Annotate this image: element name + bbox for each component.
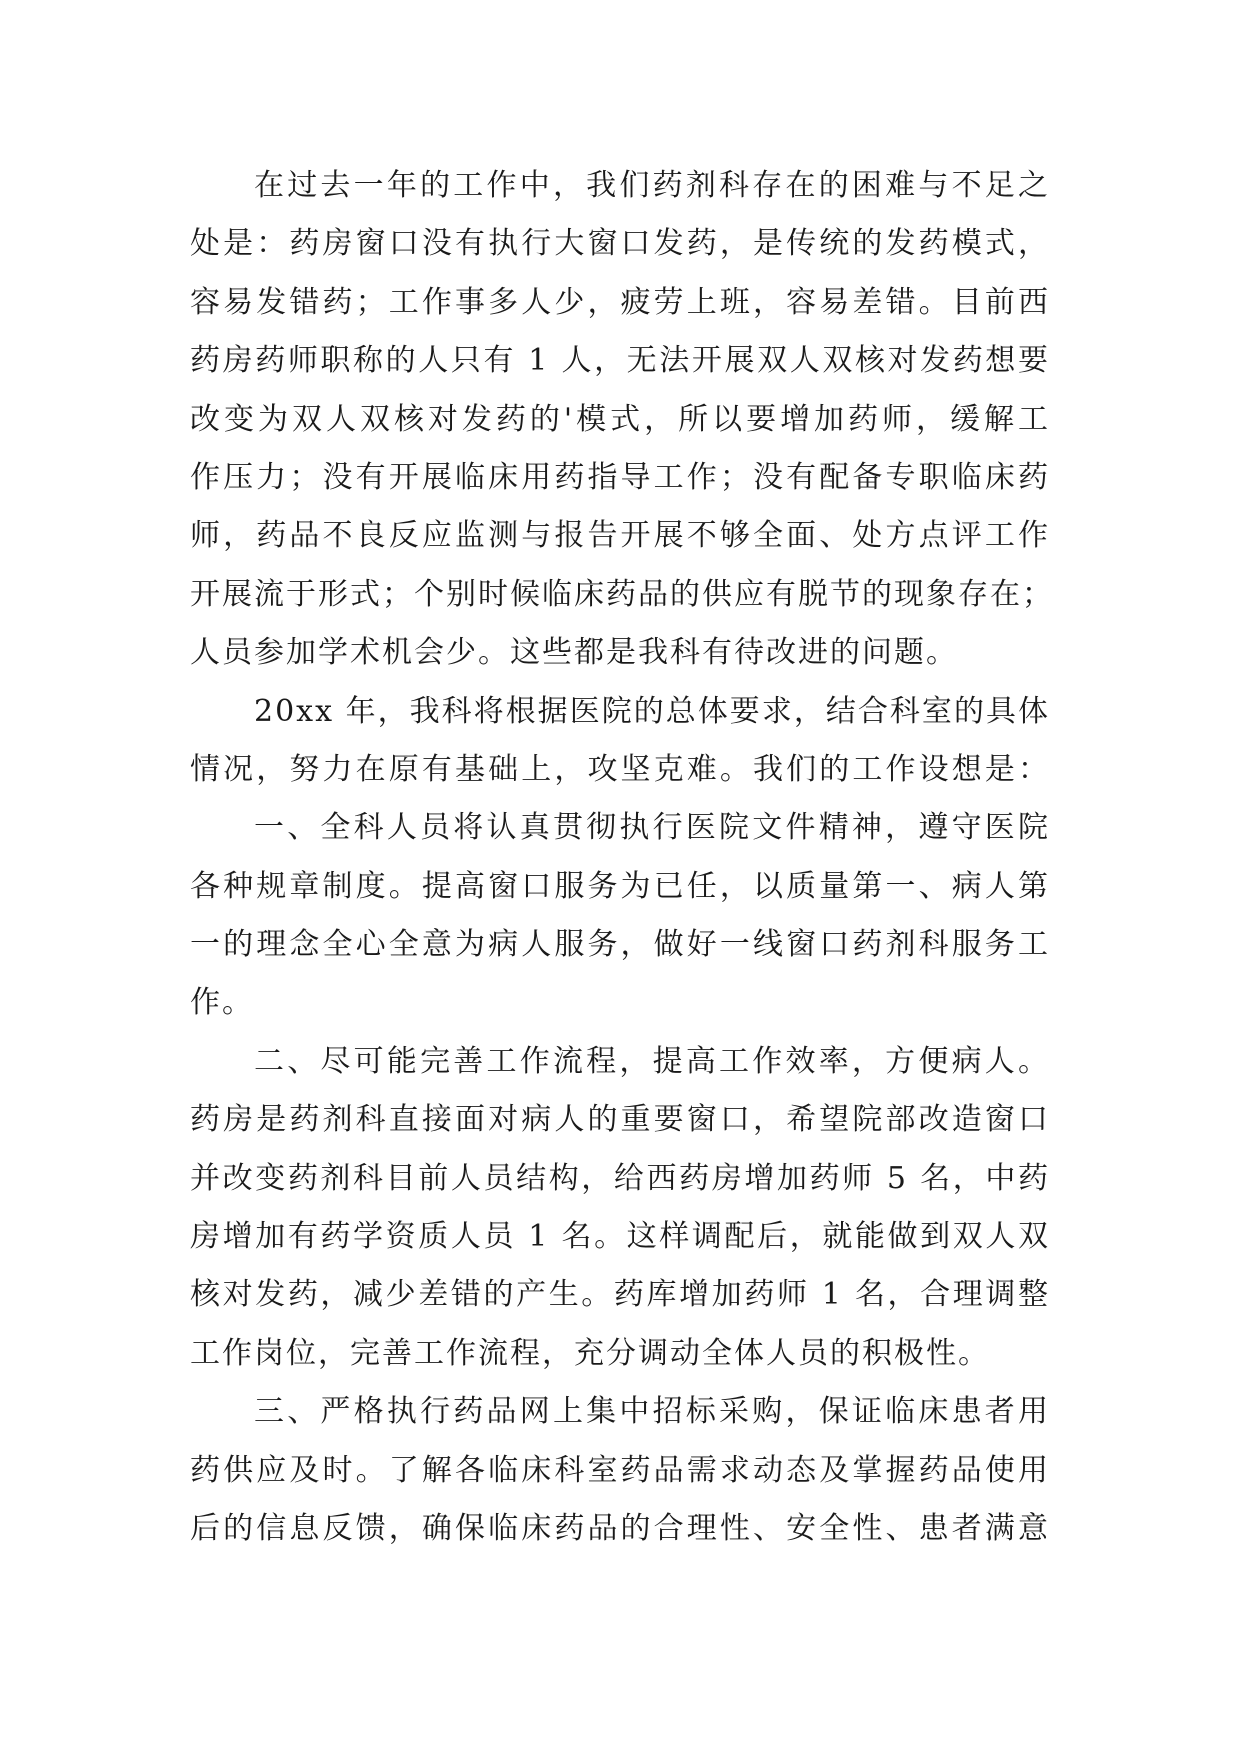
text-line: 并改变药剂科目前人员结构，给西药房增加药师 5 名，中药 [190, 1160, 1050, 1196]
paragraph-difficulties [190, 157, 1054, 683]
text-line: 药房药师职称的人只有 1 人，无法开展双人双核对发药想要 [190, 343, 1050, 379]
text-line: 处是：药房窗口没有执行大窗口发药，是传统的发药模式， [190, 226, 1050, 262]
text-line: 工作岗位，完善工作流程，充分调动全体人员的积极性。 [190, 1335, 990, 1371]
paragraph-item-three [190, 1383, 1050, 1558]
text-line: 容易发错药；工作事多人少，疲劳上班，容易差错。目前西 [190, 284, 1050, 320]
text-line: 药供应及时。了解各临床科室药品需求动态及掌握药品使用 [190, 1452, 1050, 1488]
text-line: 作。 [190, 985, 254, 1021]
text-line: 人员参加学术机会少。这些都是我科有待改进的问题。 [190, 635, 958, 671]
text-line: 作压力；没有开展临床用药指导工作；没有配备专职临床药 [190, 459, 1050, 495]
text-line: 二、尽可能完善工作流程，提高工作效率，方便病人。 [254, 1043, 1050, 1079]
text-line: 情况，努力在原有基础上，攻坚克难。我们的工作设想是： [190, 751, 1050, 787]
paragraph-item-two [190, 1033, 1050, 1383]
text-line: 师，药品不良反应监测与报告开展不够全面、处方点评工作 [190, 518, 1050, 554]
text-line: 开展流于形式；个别时候临床药品的供应有脱节的现象存在； [190, 576, 1054, 612]
text-line: 在过去一年的工作中，我们药剂科存在的困难与不足之 [254, 168, 1050, 203]
text-line: 一、全科人员将认真贯彻执行医院文件精神，遵守医院 [254, 810, 1050, 846]
text-line: 改变为双人双核对发药的'模式，所以要增加药师，缓解工 [190, 401, 1050, 437]
text-line: 三、严格执行药品网上集中招标采购，保证临床患者用 [254, 1394, 1050, 1430]
text-line: 药房是药剂科直接面对病人的重要窗口，希望院部改造窗口 [190, 1102, 1050, 1138]
text-line: 20xx 年，我科将根据医院的总体要求，结合科室的具体 [254, 693, 1050, 729]
paragraph-item-one [190, 799, 1050, 1033]
text-line: 后的信息反馈，确保临床药品的合理性、安全性、患者满意 [190, 1510, 1050, 1546]
paragraph-plan-intro [190, 683, 1050, 800]
document-body [190, 157, 1054, 1558]
text-line: 核对发药，减少差错的产生。药库增加药师 1 名，合理调整 [190, 1277, 1050, 1313]
text-line: 房增加有药学资质人员 1 名。这样调配后，就能做到双人双 [190, 1219, 1050, 1255]
text-line: 各种规章制度。提高窗口服务为已任，以质量第一、病人第 [190, 868, 1050, 904]
text-line: 一的理念全心全意为病人服务，做好一线窗口药剂科服务工 [190, 927, 1050, 963]
